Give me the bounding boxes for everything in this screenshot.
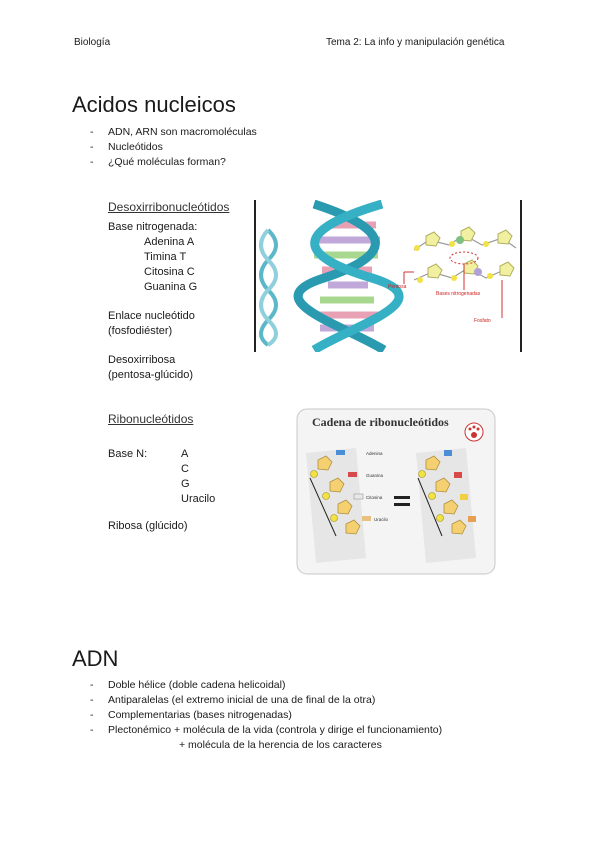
rna-label-guanina: Guanina: [366, 473, 384, 478]
rna-label-adenina: Adenina: [366, 451, 383, 456]
dna-helix-illustration: [254, 200, 522, 352]
rna-base: C: [181, 463, 189, 475]
bullet-item: - Doble hélice (doble cadena helicoidal): [90, 678, 442, 693]
dna-base: Guanina G: [144, 281, 198, 293]
bullet-item: - Nucleótidos: [90, 140, 257, 155]
bullet-item: - ADN, ARN son macromoléculas: [90, 125, 257, 140]
header-topic: Tema 2: La info y manipulación genética: [326, 37, 505, 48]
bullet-item: - ¿Qué moléculas forman?: [90, 155, 257, 170]
dna-base: Adenina A: [144, 236, 195, 248]
adn-continuation-line: + molécula de la herencia de los caracteres: [179, 739, 382, 751]
rna-base: A: [181, 448, 189, 460]
header-subject: Biología: [74, 37, 111, 48]
dna-base: Timina T: [144, 251, 187, 263]
section-title-acidos: Acidos nucleicos: [72, 92, 236, 117]
figure-label-fosfato: Fosfato: [474, 318, 491, 324]
section2-bullet-list: [90, 678, 442, 738]
dna-sugar-line1: Desoxirribosa: [108, 354, 176, 366]
dna-heading: Desoxirribonucleótidos: [108, 200, 230, 214]
figure-label-bases: Bases nitrogenadas: [436, 291, 481, 297]
rna-label-citosina: Citosina: [366, 495, 383, 500]
dna-base-label: Base nitrogenada:: [108, 221, 198, 233]
rna-chain-illustration: [296, 408, 496, 575]
rna-bases-list: [181, 447, 215, 507]
bullet-item: - Complementarias (bases nitrogenadas): [90, 708, 442, 723]
rna-sugar: Ribosa (glúcido): [108, 520, 188, 532]
rna-base: G: [181, 478, 190, 490]
rna-figure-title: Cadena de ribonucleótidos: [312, 415, 449, 429]
rna-chain-figure: [296, 408, 496, 575]
section1-bullet-list: [90, 125, 257, 170]
dna-sugar-line2: (pentosa-glúcido): [108, 369, 193, 381]
dna-link-line1: Enlace nucleótido: [108, 310, 195, 322]
dna-structure-figure: [254, 200, 522, 352]
figure-label-pentosa: Pentosa: [388, 284, 407, 290]
dna-link-line2: (fosfodiéster): [108, 325, 173, 337]
section-title-adn: ADN: [72, 646, 119, 671]
bullet-item: - Antiparalelas (el extremo inicial de una de final de la otra): [90, 693, 442, 708]
rna-base: Uracilo: [181, 493, 216, 505]
dna-block: [108, 200, 229, 383]
paw-logo-icon: [465, 423, 483, 441]
rna-label-uracilo: Uracilo: [374, 517, 389, 522]
bullet-item: - Plectonémico + molécula de la vida (controla y dirige el funcionamiento): [90, 723, 442, 738]
rna-heading: Ribonucleótidos: [108, 412, 194, 426]
rna-base-label: Base N:: [108, 448, 148, 460]
dna-base: Citosina C: [144, 266, 195, 278]
